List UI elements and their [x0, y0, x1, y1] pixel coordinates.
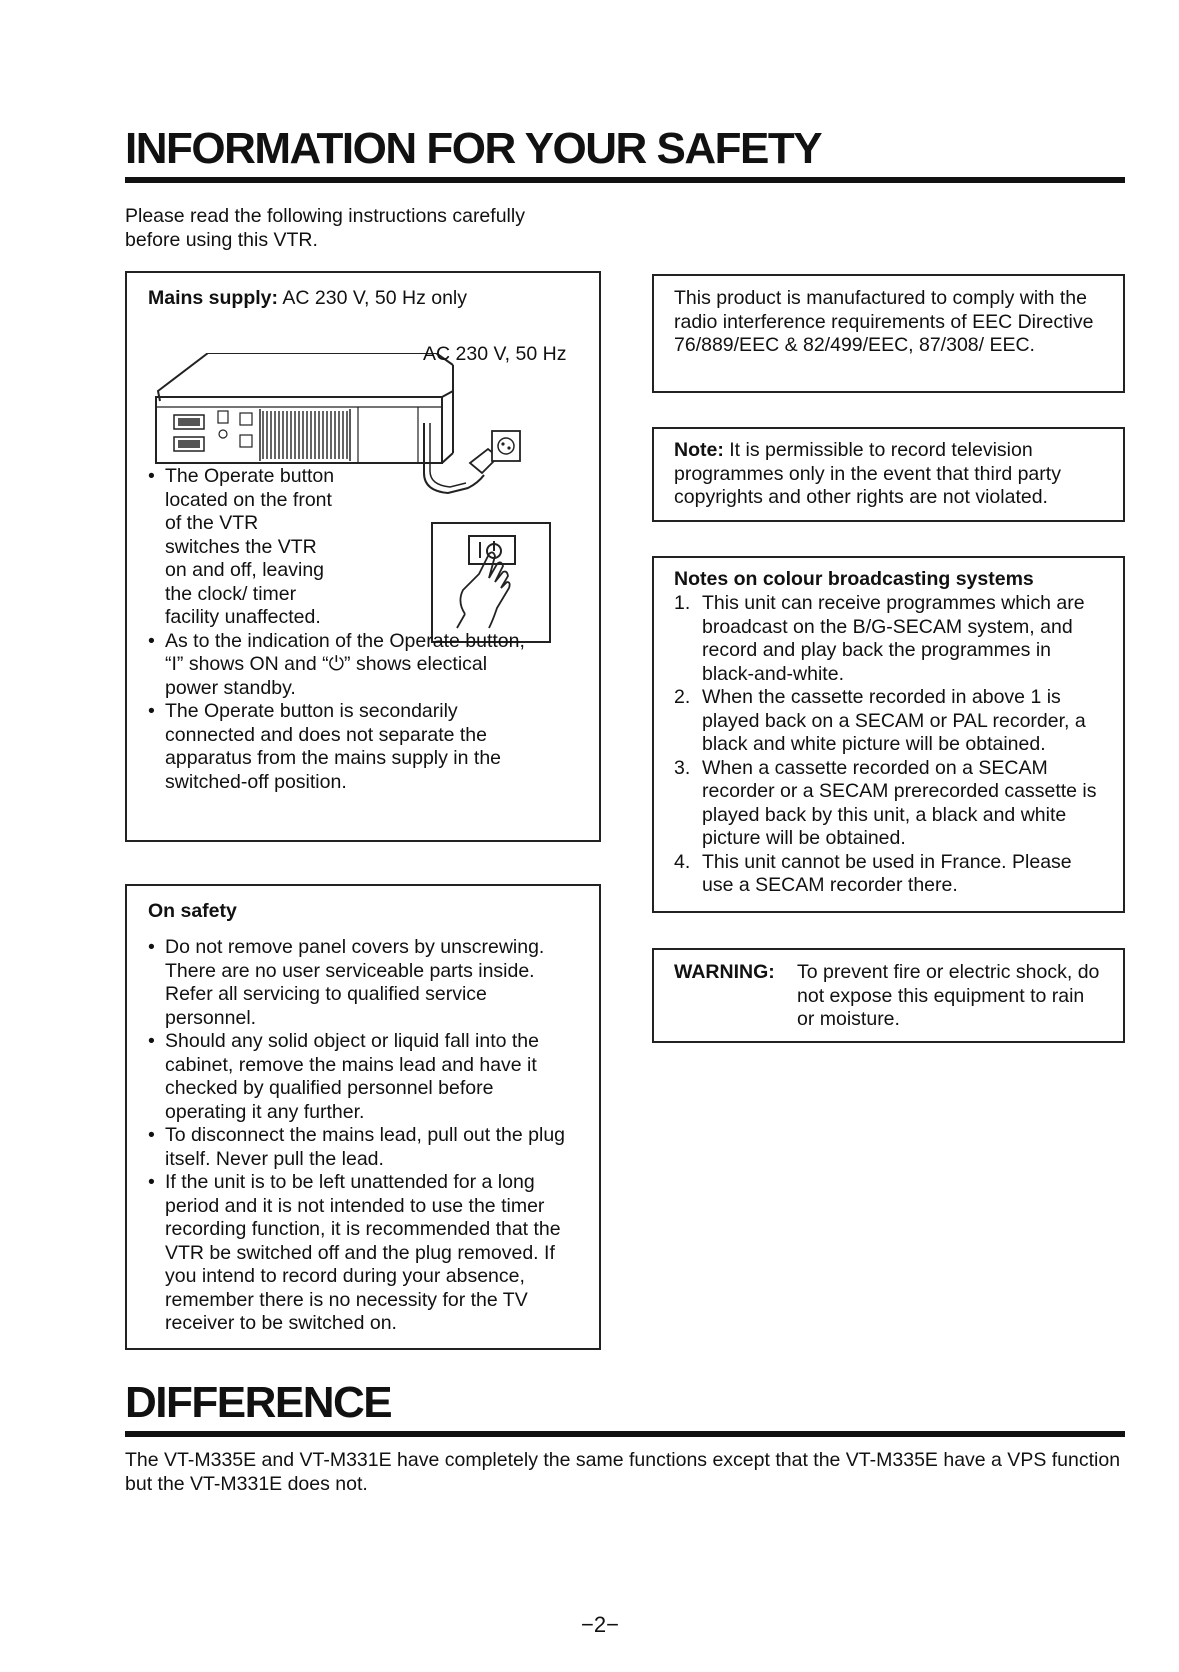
colour-item-2	[674, 686, 1104, 757]
diagram-voltage-label: AC 230 V, 50 Hz	[423, 343, 567, 365]
on-safety-bullet-1: • Do not remove panel covers by unscrewing. There are no user serviceable parts inside. Refer all servicing to qualified service personnel.	[148, 936, 578, 1030]
colour-systems-list	[674, 592, 1104, 898]
note-text	[674, 439, 1104, 510]
on-safety-bullet-4: • If the unit is to be left unattended for a long period and it is not intended to use the timer recording function, it is recommended that the VTR be switched off and the plug removed. If you intend to record during your absence, remember there is no necessity for the TV receiver to be switched on.	[148, 1171, 578, 1336]
colour-item-4-text: This unit cannot be used in France. Please use a SECAM recorder there.	[702, 850, 1072, 896]
on-safety-bullets	[148, 936, 578, 1336]
colour-systems-title: Notes on colour broadcasting systems	[674, 568, 1034, 590]
intro-line-2: before using this VTR.	[125, 228, 318, 251]
colour-item-3	[674, 757, 1104, 851]
on-safety-bullet-3: • To disconnect the mains lead, pull out the plug itself. Never pull the lead.	[148, 1124, 578, 1171]
colour-item-1	[674, 592, 1104, 686]
mains-bullet-3: • The Operate button is secondarily connected and does not separate the apparatus from the mains supply in the switched-off position.	[148, 700, 515, 794]
colour-systems-box	[652, 556, 1125, 913]
on-safety-bullet-2: • Should any solid object or liquid fall into the cabinet, remove the mains lead and have it checked by qualified personnel before operating it any further.	[148, 1030, 578, 1124]
page-title: INFORMATION FOR YOUR SAFETY	[125, 124, 822, 173]
on-safety-box	[125, 884, 601, 1350]
mains-supply-value: AC 230 V, 50 Hz only	[282, 287, 468, 309]
eec-compliance-text: This product is manufactured to comply with the radio interference requirements of EEC Directive 76/889/EEC & 82/499/EEC, 87/308/ EEC.	[674, 287, 1094, 356]
warning-text: To prevent fire or electric shock, do not expose this equipment to rain or moisture.	[797, 961, 1100, 1030]
note-body: It is permissible to record television programmes only in the event that third party copyrights and other rights are not violated.	[674, 439, 1061, 508]
colour-item-4-num: 4.	[674, 850, 691, 873]
colour-item-3-num: 3.	[674, 756, 691, 779]
colour-item-1-text: This unit can receive programmes which are broadcast on the B/G-SECAM system, and record and play back the programmes in black-and-white.	[702, 592, 1085, 685]
mains-supply-line	[148, 287, 588, 311]
colour-item-3-text: When a cassette recorded on a SECAM recorder or a SECAM prerecorded cassette is played back by this unit, a black and white picture will be obtained.	[702, 756, 1097, 849]
intro-text	[125, 205, 645, 252]
note-label: Note:	[674, 439, 724, 461]
colour-item-2-text: When the cassette recorded in above 1 is played back on a SECAM or PAL recorder, a black and white picture will be obtained.	[702, 686, 1086, 755]
intro-line-1: Please read the following instructions carefully	[125, 205, 525, 227]
difference-title: DIFFERENCE	[125, 1378, 392, 1427]
colour-item-4	[674, 851, 1104, 898]
mains-supply-label: Mains supply:	[148, 287, 279, 309]
mains-bullet-2: • As to the indication of the Operate button, “I” shows ON and “⏻” shows electical power standby.	[148, 630, 535, 701]
warning-box	[652, 948, 1125, 1043]
on-safety-title: On safety	[148, 900, 237, 922]
warning-label: WARNING:	[674, 961, 775, 983]
title-rule	[125, 177, 1125, 183]
mains-bullets	[148, 465, 588, 794]
mains-supply-box	[125, 271, 601, 842]
mains-bullet-1: • The Operate button located on the front of the VTR switches the VTR on and off, leaving the clock/ timer facility unaffected.	[148, 465, 335, 630]
difference-text: The VT-M335E and VT-M331E have completely the same functions except that the VT-M335E have a VPS function but the VT-M331E does not.	[125, 1449, 1121, 1495]
colour-item-2-num: 2.	[674, 686, 691, 708]
note-box	[652, 427, 1125, 522]
difference-rule	[125, 1431, 1125, 1437]
eec-compliance-box	[652, 274, 1125, 393]
page-number: −2−	[581, 1612, 619, 1637]
colour-item-1-num: 1.	[674, 592, 691, 614]
